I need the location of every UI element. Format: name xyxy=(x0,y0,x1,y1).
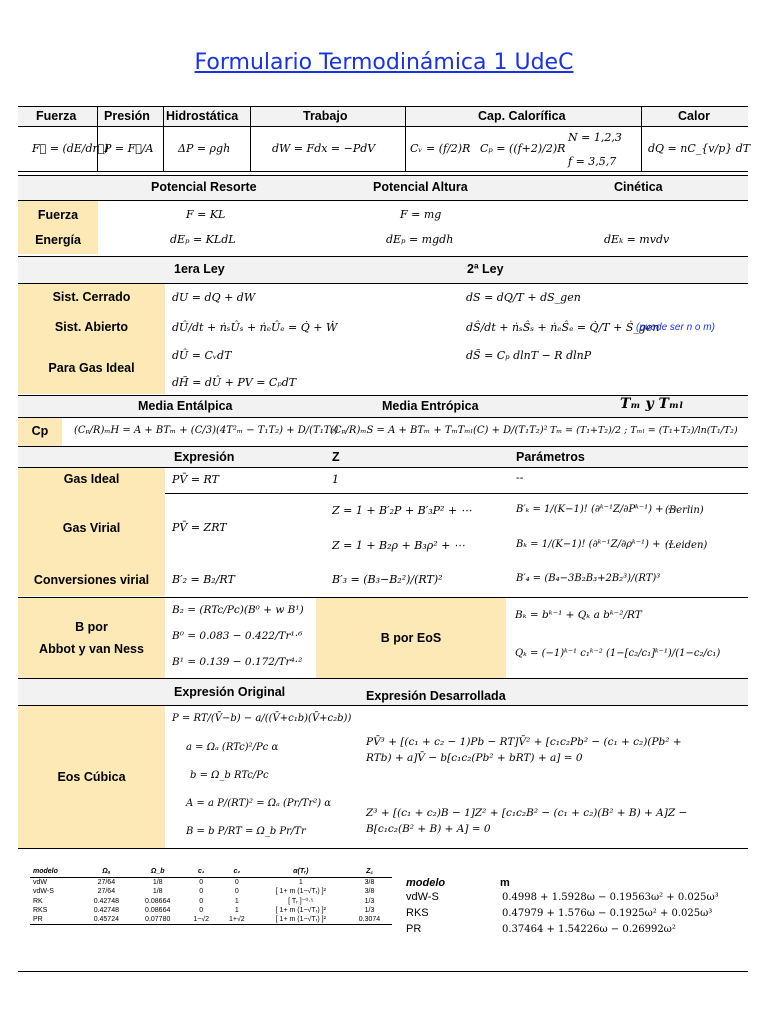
formula-media-entropica: (Cₚ/R)ₘS = A + BTₘ + TₘTₘₗ(C) + D/(T₁T₂)² xyxy=(330,425,548,436)
formula-desarrollada-v-1: PV̄³ + [(c₁ + c₂ − 1)Pb − RT]V̄² + [c₁c₂Pb² − (c₁ + c₂)(Pb² + xyxy=(366,736,682,748)
cell: 0 xyxy=(234,888,239,895)
header-expresion-original: Expresión Original xyxy=(174,685,286,699)
table-row xyxy=(30,915,392,925)
header-trabajo: Trabajo xyxy=(303,109,348,123)
cell: 0.3074 xyxy=(358,916,381,923)
col-c2: c₂ xyxy=(219,866,255,878)
formula-media-entalpica: (Cₚ/R)ₘH = A + BTₘ + (C/3)(4T²ₘ − T₁T₂) + D/(T₁T₂) xyxy=(74,425,339,436)
formula-conv-b3: B′₃ = (B₃−B₂²)/(RT)² xyxy=(332,573,443,586)
divider xyxy=(250,106,251,171)
cell: 0.42748 xyxy=(93,907,119,914)
formula-eos-A: A = a P/(RT)² = Ωₐ (Pr/Tr²) α xyxy=(186,798,332,809)
row-gas-ideal: Para Gas Ideal xyxy=(48,361,135,375)
formula-b2-abbot: B₂ = (RTc/Pc)(B⁰ + w B¹) xyxy=(172,604,304,616)
formula-ideal-param: -- xyxy=(516,471,524,484)
header-cinetica: Cinética xyxy=(614,180,663,194)
cell: 3/8 xyxy=(364,879,375,886)
formula-conv-b2: B′₂ = B₂/RT xyxy=(172,573,235,586)
abbot-label-bg xyxy=(18,598,165,678)
m-table-header-m: m xyxy=(500,877,510,889)
header-media-entalpica: Media Entálpica xyxy=(138,399,233,413)
formula-desarrollada-v-2: RTb) + a]V̄ − b[c₁c₂(Pb² + bRT) + a] = 0 xyxy=(366,752,583,764)
formula-bk-eos: Bₖ = bᵏ⁻¹ + Qₖ a bᵏ⁻²/RT xyxy=(515,609,642,621)
formula-virial-z-rho: Z = 1 + B₂ρ + B₃ρ² + ⋯ xyxy=(332,539,465,552)
formula-dep-kldl: dEₚ = KLdL xyxy=(170,233,236,246)
cell: 1 xyxy=(234,907,239,914)
table-row xyxy=(30,896,392,906)
formula-leiden: Bₖ = 1/(K−1)! (∂ᵏ⁻¹Z/∂ρᵏ⁻¹) + ⋯ xyxy=(516,539,674,550)
formula-f: f = 3,5,7 xyxy=(568,155,617,168)
label-leiden: (Leiden) xyxy=(665,540,708,551)
formula-ds-cp: dS̃ = Cₚ dlnT − R dlnP xyxy=(466,349,592,362)
divider xyxy=(18,175,748,176)
label-berlin: (Berlin) xyxy=(665,505,704,516)
divider xyxy=(18,171,748,172)
cell: 1/8 xyxy=(152,879,163,886)
cell: [ 1+ m (1−√Tᵣ) ]² xyxy=(275,888,326,895)
header-media-entropica: Media Entrópica xyxy=(382,399,479,413)
formula-trabajo: dW = Fdx = −PdV xyxy=(272,142,376,155)
formula-eos-a: a = Ωₐ (RTc)²/Pc α xyxy=(186,742,279,753)
cell: 1+√2 xyxy=(228,916,245,923)
cell: [ 1+ m (1−√Tᵣ) ]² xyxy=(275,907,326,914)
formula-fuerza: F⃗ = (dE/dr⃗) xyxy=(32,142,109,155)
cell: 0.08664 xyxy=(145,897,171,905)
col-zc: Z꜀ xyxy=(347,866,392,878)
divider xyxy=(18,848,748,849)
formula-dep-mgdh: dEₚ = mgdh xyxy=(386,233,454,246)
formula-eos-b: b = Ω_b RTc/Pc xyxy=(190,770,269,781)
header-presion: Presión xyxy=(104,109,150,123)
formula-open-energy: dÛ/dt + ṅₛÛₛ + ṅₑÛₑ = Q̇ + Ẇ xyxy=(172,321,338,334)
formula-conv-b4: B′₄ = (B₄−3B₂B₃+2B₂³)/(RT)³ xyxy=(516,573,661,584)
row-sist-cerrado: Sist. Cerrado xyxy=(52,290,131,304)
divider xyxy=(97,106,98,171)
cell: RKS xyxy=(33,907,48,914)
table-header-row xyxy=(30,866,392,878)
cell: [ 1+ m (1−√Tᵣ) ]² xyxy=(275,916,326,923)
header-z: Z xyxy=(332,450,340,464)
divider xyxy=(405,106,406,171)
row-energia: Energía xyxy=(35,233,81,247)
formula-presion: P = F⃗/A xyxy=(104,142,154,155)
header-fuerza: Fuerza xyxy=(36,109,77,123)
cell: 1 xyxy=(234,897,239,905)
col-alpha: α(Tᵣ) xyxy=(255,866,347,878)
row-sist-abierto: Sist. Abierto xyxy=(54,320,129,334)
header-cap-calorifica: Cap. Calorífica xyxy=(478,109,566,123)
formula-open-entropy: dŜ/dt + ṅₛŜₛ + ṅₑŜₑ = Q̇/T + Ṡ_gen xyxy=(466,321,660,334)
m-row-model: RKS xyxy=(406,907,429,919)
formula-virial-expr: PV̄ = ZRT xyxy=(172,521,227,534)
formula-cv: Cᵥ = (f/2)R xyxy=(410,142,471,155)
row-b-por-eos: B por EoS xyxy=(380,631,442,645)
cell: 0.42748 xyxy=(93,897,119,905)
header-calor: Calor xyxy=(678,109,710,123)
section3-header-band xyxy=(18,256,748,283)
header-potencial-altura: Potencial Altura xyxy=(373,180,468,194)
formula-desarrollada-z-2: B[c₁c₂(B² + B) + A] = 0 xyxy=(366,823,491,835)
cell: PR xyxy=(33,916,43,923)
col-omega-a: Ωₐ xyxy=(81,866,132,878)
col-modelo: modelo xyxy=(30,866,81,878)
row-cp: Cp xyxy=(31,424,49,438)
cell: 1/8 xyxy=(152,888,163,895)
cell: 1−√2 xyxy=(193,916,210,923)
m-row-value: 0.47979 + 1.576ω − 0.1925ω² + 0.025ω³ xyxy=(502,908,713,919)
section5-header-band xyxy=(18,447,748,467)
cell: 0.07780 xyxy=(145,916,171,923)
formula-dek-mvdv: dEₖ = mvdv xyxy=(604,233,670,246)
formula-eos-p: P = RT/(V̄−b) − a/((V̄+c₁b)(V̄+c₂b)) xyxy=(172,713,352,724)
m-row-value: 0.4998 + 1.5928ω − 0.19563ω² + 0.025ω³ xyxy=(502,892,719,903)
header-expresion: Expresión xyxy=(174,450,235,464)
table-row xyxy=(30,887,392,896)
header-potencial-resorte: Potencial Resorte xyxy=(151,180,257,194)
cell: 27/64 xyxy=(97,888,116,895)
formula-ideal-expr: PV̄ = RT xyxy=(172,473,219,486)
header-1era-ley: 1era Ley xyxy=(174,262,225,276)
row-conversiones-virial: Conversiones virial xyxy=(33,573,150,587)
divider xyxy=(18,417,748,418)
header-parametros: Parámetros xyxy=(516,450,585,464)
cell: 0.45724 xyxy=(93,916,119,923)
m-row-model: PR xyxy=(406,923,422,935)
formula-tm-tml: Tₘ = (T₁+T₂)/2 ; Tₘₗ = (T₁+T₂)/ln(T₁/T₂) xyxy=(550,425,738,436)
cell: 0 xyxy=(199,897,204,905)
divider xyxy=(163,106,164,171)
col-c1: c₁ xyxy=(183,866,219,878)
note-n-o-m: (puede ser n o m) xyxy=(636,322,715,333)
cell: 27/64 xyxy=(97,879,116,886)
m-row-value: 0.37464 + 1.54226ω − 0.26992ω² xyxy=(502,924,676,935)
divider xyxy=(641,106,642,171)
m-table-header-modelo: modelo xyxy=(406,877,446,889)
divider xyxy=(18,256,748,257)
formula-dh: dH̃ = dÛ + PV = CₚdT xyxy=(172,376,297,389)
formula-f-kl: F = KL xyxy=(186,208,226,221)
formula-b1: B¹ = 0.139 − 0.172/Tr⁴·² xyxy=(172,656,303,668)
cell: 0 xyxy=(199,907,204,914)
header-hidrostatica: Hidrostática xyxy=(166,109,239,123)
cell: 3/8 xyxy=(364,888,375,895)
formula-qk: Qₖ = (−1)ᵏ⁻¹ c₁ᵏ⁻² (1−[c₂/c₁]ᵏ⁻¹)/(1−c₂/c₁) xyxy=(515,648,721,659)
cell: RK xyxy=(33,897,43,905)
cell: 1/3 xyxy=(364,897,375,905)
formula-du-cv: dÛ = CᵥdT xyxy=(172,349,232,362)
row-gas-virial: Gas Virial xyxy=(62,521,121,535)
divider xyxy=(18,126,748,127)
formula-ideal-z: 1 xyxy=(332,473,339,486)
row-abbot-van-ness: Abbot y van Ness xyxy=(39,642,144,656)
formula-hidrostatica: ΔP = ρgh xyxy=(178,142,231,155)
cell: 0 xyxy=(234,879,239,886)
col-omega-b: Ω_b xyxy=(132,866,183,878)
cell: [ Tᵣ ]⁻⁰·⁵ xyxy=(288,898,314,905)
formula-virial-z-p: Z = 1 + B′₂P + B′₃P² + ⋯ xyxy=(332,504,472,517)
formula-ds: dS = dQ/T + dS_gen xyxy=(466,291,581,304)
formula-desarrollada-z-1: Z³ + [(c₁ + c₂)B − 1]Z² + [c₁c₂B² − (c₁ + c₂)(B² + B) + A]Z − xyxy=(366,807,688,819)
formula-cp: Cₚ = ((f+2)/2)R xyxy=(480,142,566,155)
cell: 1/3 xyxy=(364,907,375,914)
formula-eos-B: B = b P/RT = Ω_b Pr/Tr xyxy=(186,826,306,837)
cell: 1 xyxy=(298,879,303,886)
eos-parameter-table xyxy=(30,866,392,925)
header-expresion-desarrollada: Expresión Desarrollada xyxy=(366,689,506,703)
table-row xyxy=(30,878,392,888)
table-row xyxy=(30,906,392,915)
formula-b0: B⁰ = 0.083 − 0.422/Tr¹·⁶ xyxy=(172,630,303,642)
header-tm-tml: Tₘ y Tₘₗ xyxy=(620,396,684,412)
header-2a-ley: 2ª Ley xyxy=(467,262,504,276)
row-fuerza: Fuerza xyxy=(37,208,79,222)
cell: 0 xyxy=(199,888,204,895)
formula-f-mg: F = mg xyxy=(400,208,442,221)
cell: 0 xyxy=(199,879,204,886)
row-gas-ideal: Gas Ideal xyxy=(63,472,120,486)
page-title: Formulario Termodinámica 1 UdeC xyxy=(194,50,574,75)
cell: vdW xyxy=(33,879,47,886)
row-eos-cubica: Eos Cúbica xyxy=(57,770,126,784)
cell: 0.08664 xyxy=(145,907,171,914)
formula-calor: dQ = nC_{v/p} dT xyxy=(648,142,751,155)
bottom-divider xyxy=(18,971,748,972)
formula-berlin: B′ₖ = 1/(K−1)! (∂ᵏ⁻¹Z/∂Pᵏ⁻¹) + ⋯ xyxy=(516,504,677,515)
formula-n: N = 1,2,3 xyxy=(568,131,622,144)
row-b-por: B por xyxy=(75,620,108,634)
divider xyxy=(18,106,748,107)
cell: vdW-S xyxy=(33,888,54,895)
m-row-model: vdW-S xyxy=(406,891,439,903)
formula-du: dU = dQ + dW xyxy=(172,291,256,304)
divider xyxy=(18,200,748,201)
